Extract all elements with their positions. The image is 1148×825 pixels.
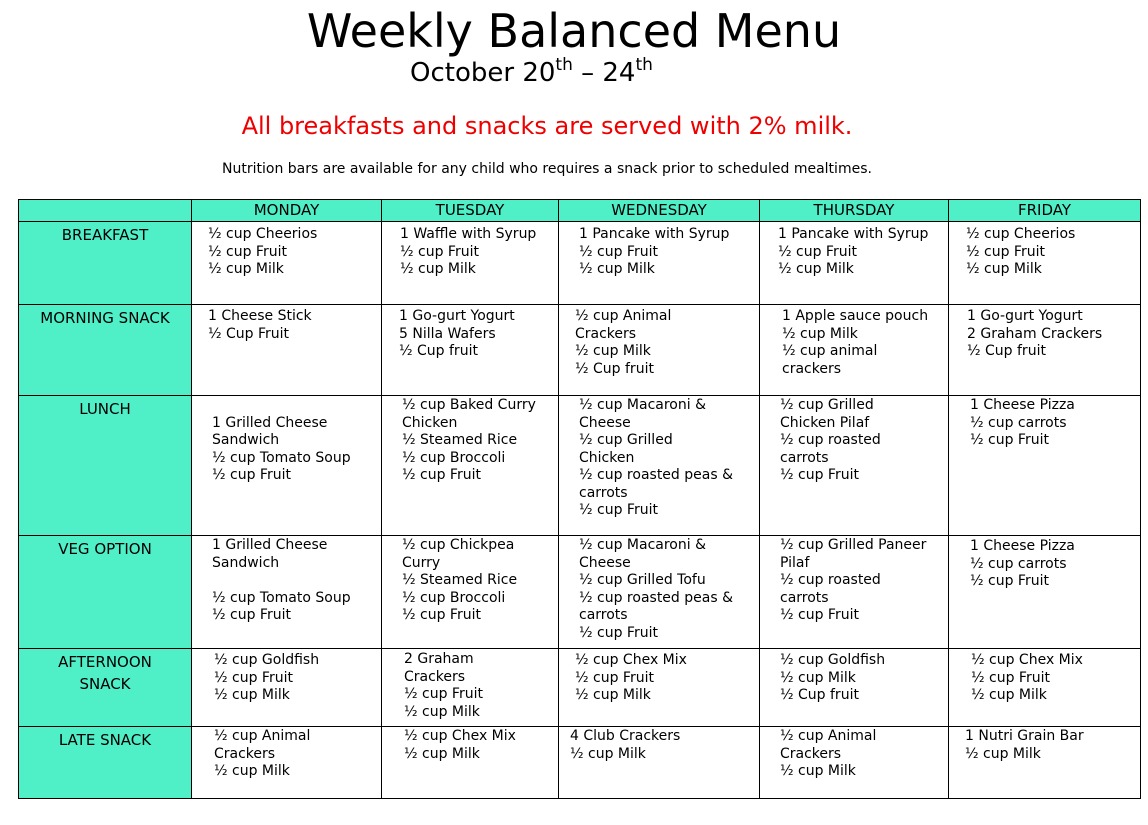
menu-item: Cheese (579, 554, 631, 571)
menu-item: Chicken (579, 449, 635, 466)
menu-item: crackers (782, 360, 842, 377)
menu-item: ½ cup Fruit (214, 669, 293, 686)
menu-item: ½ cup Grilled Tofu (579, 572, 706, 588)
menu-item: carrots (579, 607, 628, 623)
meal-label-line: LUNCH (79, 400, 131, 418)
menu-item: 2 Graham Crackers (967, 325, 1103, 342)
menu-item: ½ cup Milk (971, 687, 1047, 703)
menu-item: Sandwich (212, 554, 280, 571)
date-start: October 20 (410, 58, 556, 88)
menu-item: ½ cup Fruit (575, 669, 654, 686)
menu-item: Chicken (402, 414, 458, 431)
menu-item: ½ cup Cheerios (208, 226, 318, 242)
meal-label-line: LATE SNACK (58, 731, 152, 749)
menu-item: carrots (780, 449, 829, 466)
meal-row-breakfast (19, 222, 1141, 305)
menu-item: Crackers (780, 745, 842, 762)
meal-row-morning-snack (19, 305, 1141, 396)
menu-cell-wednesday (559, 536, 760, 649)
menu-item (212, 572, 381, 590)
menu-item: ½ cup Grilled (780, 397, 874, 413)
meal-label (19, 305, 192, 396)
menu-item: ½ cup Fruit (402, 467, 481, 483)
menu-item: ½ cup Fruit (208, 243, 287, 260)
menu-cell-wednesday (559, 649, 760, 727)
menu-item: ½ cup Tomato Soup (212, 589, 351, 606)
menu-item: ½ cup carrots (970, 555, 1067, 572)
menu-cell-monday (192, 222, 382, 305)
menu-item: 1 Pancake with Syrup (579, 226, 730, 242)
menu-cell-wednesday (559, 305, 760, 396)
page-title: Weekly Balanced Menu (306, 4, 842, 58)
menu-item: ½ cup Milk (782, 325, 858, 342)
menu-item: ½ cup Broccoli (402, 449, 506, 466)
menu-item: ½ cup Fruit (778, 243, 857, 260)
menu-cell-friday (949, 222, 1141, 305)
menu-item: ½ cup Milk (404, 745, 480, 762)
menu-item: ½ cup roasted peas & (579, 589, 733, 606)
meal-label-line: AFTERNOON (58, 653, 152, 671)
menu-cell-tuesday (382, 536, 559, 649)
menu-item: ½ cup roasted (780, 432, 881, 448)
menu-table (18, 199, 1141, 799)
meal-label-line: MORNING SNACK (40, 309, 170, 327)
menu-item: 1 Grilled Cheese (212, 537, 328, 553)
menu-item: ½ cup Grilled Paneer (780, 537, 927, 553)
menu-item: ½ cup Milk (570, 745, 646, 762)
menu-item: ½ Cup fruit (780, 687, 859, 703)
menu-item: ½ cup Fruit (579, 243, 658, 260)
menu-item: ½ cup Fruit (212, 607, 291, 623)
meal-row-lunch (19, 396, 1141, 536)
menu-item: ½ cup Fruit (966, 243, 1045, 260)
menu-item: ½ Steamed Rice (402, 572, 518, 588)
meal-label (19, 536, 192, 649)
menu-item: 1 Apple sauce pouch (782, 308, 929, 324)
day-header-thursday: THURSDAY (760, 200, 949, 222)
menu-item: ½ cup Animal (214, 728, 311, 744)
menu-item: ½ cup Goldfish (214, 652, 320, 668)
menu-item (212, 397, 381, 415)
menu-item: ½ cup Milk (400, 261, 476, 277)
meal-label (19, 396, 192, 536)
menu-item: 1 Go-gurt Yogurt (399, 308, 515, 324)
menu-cell-thursday (760, 536, 949, 649)
menu-item: carrots (780, 589, 829, 606)
menu-cell-friday (949, 396, 1141, 536)
menu-item: ½ cup Fruit (780, 467, 859, 483)
menu-item: ½ cup Fruit (400, 243, 479, 260)
menu-item: ½ cup Milk (579, 261, 655, 277)
menu-item: Curry (402, 554, 441, 571)
menu-item: ½ cup Milk (780, 763, 856, 779)
day-header-wednesday: WEDNESDAY (559, 200, 760, 222)
menu-cell-wednesday (559, 727, 760, 799)
day-header-monday: MONDAY (192, 200, 382, 222)
menu-item: Crackers (404, 668, 466, 685)
menu-item: ½ cup Cheerios (966, 226, 1076, 242)
menu-item: ½ cup Fruit (780, 607, 859, 623)
menu-item: ½ cup Milk (404, 703, 480, 720)
menu-cell-wednesday (559, 396, 760, 536)
menu-cell-monday (192, 727, 382, 799)
menu-item: ½ cup carrots (970, 414, 1067, 431)
menu-item: ½ Cup fruit (967, 343, 1046, 359)
meal-label-line: BREAKFAST (61, 226, 149, 244)
menu-item: 1 Cheese Pizza (970, 397, 1075, 413)
menu-item: 1 Nutri Grain Bar (965, 728, 1084, 744)
menu-item: ½ cup Broccoli (402, 589, 506, 606)
menu-cell-thursday (760, 396, 949, 536)
date-start-suffix: th (555, 55, 573, 75)
menu-item: ½ cup Fruit (402, 607, 481, 623)
menu-item: ½ cup Goldfish (780, 652, 886, 668)
menu-cell-friday (949, 536, 1141, 649)
menu-cell-tuesday (382, 727, 559, 799)
menu-item: ½ cup roasted (780, 572, 881, 588)
meal-label (19, 649, 192, 727)
menu-item: ½ cup Animal (780, 728, 877, 744)
menu-cell-friday (949, 305, 1141, 396)
menu-item: ½ cup Milk (778, 261, 854, 277)
menu-cell-tuesday (382, 222, 559, 305)
menu-item: ½ Cup fruit (399, 343, 478, 359)
menu-item: ½ Steamed Rice (402, 432, 518, 448)
nutrition-note: Nutrition bars are available for any child who requires a snack prior to scheduled mealtimes. (222, 161, 872, 177)
menu-item: carrots (579, 484, 628, 501)
menu-item: ½ cup Fruit (212, 467, 291, 483)
meal-row-veg-option (19, 536, 1141, 649)
menu-item: ½ cup Fruit (970, 432, 1049, 448)
menu-item: Sandwich (212, 432, 280, 448)
menu-item: ½ cup Chex Mix (575, 652, 687, 668)
meal-label-line: SNACK (79, 675, 131, 693)
meal-label-line: VEG OPTION (58, 540, 152, 558)
menu-item: 1 Pancake with Syrup (778, 226, 929, 242)
menu-item: ½ cup Milk (575, 687, 651, 703)
menu-item: ½ cup Baked Curry (402, 397, 536, 413)
day-header-row (19, 200, 1141, 222)
menu-cell-thursday (760, 727, 949, 799)
menu-cell-tuesday (382, 305, 559, 396)
menu-item: ½ cup Macaroni & (579, 537, 707, 553)
menu-item: ½ cup Macaroni & (579, 397, 707, 413)
menu-cell-thursday (760, 305, 949, 396)
menu-cell-monday (192, 396, 382, 536)
menu-item: 1 Waffle with Syrup (400, 226, 537, 242)
menu-item: ½ cup Milk (208, 261, 284, 277)
menu-item: ½ cup Milk (214, 763, 290, 779)
day-header-friday: FRIDAY (949, 200, 1141, 222)
menu-item: ½ cup Milk (780, 669, 856, 686)
menu-item: ½ cup Chex Mix (404, 728, 516, 744)
menu-item: ½ cup Animal (575, 308, 672, 324)
meal-row-afternoon-snack (19, 649, 1141, 727)
menu-item: 1 Cheese Pizza (970, 538, 1075, 554)
menu-cell-monday (192, 305, 382, 396)
menu-cell-monday (192, 649, 382, 727)
meal-label (19, 727, 192, 799)
menu-item: ½ cup Fruit (970, 573, 1049, 589)
menu-item: Crackers (214, 745, 276, 762)
menu-item: ½ cup Grilled (579, 432, 673, 448)
menu-cell-tuesday (382, 649, 559, 727)
menu-item: Chicken Pilaf (780, 414, 870, 431)
menu-item: ½ cup Tomato Soup (212, 449, 351, 466)
milk-notice: All breakfasts and snacks are served with 2% milk. (241, 112, 853, 140)
menu-item: ½ cup Fruit (579, 502, 658, 518)
menu-item: Pilaf (780, 554, 810, 571)
menu-item: Crackers (575, 325, 637, 342)
menu-item: ½ cup Chickpea (402, 537, 515, 553)
menu-item: 1 Go-gurt Yogurt (967, 308, 1083, 324)
date-range (410, 56, 653, 93)
menu-item: ½ cup animal (782, 343, 878, 359)
corner-cell (19, 200, 192, 222)
date-separator: – 24 (572, 58, 636, 88)
menu-item: ½ cup Milk (965, 745, 1041, 762)
menu-item: 1 Cheese Stick (208, 308, 312, 324)
menu-item: 4 Club Crackers (570, 728, 681, 744)
menu-item: ½ cup Fruit (404, 686, 483, 702)
menu-cell-monday (192, 536, 382, 649)
menu-item: ½ Cup Fruit (208, 325, 290, 342)
menu-item: 5 Nilla Wafers (399, 325, 496, 342)
menu-cell-wednesday (559, 222, 760, 305)
menu-item: ½ cup Milk (214, 687, 290, 703)
menu-cell-thursday (760, 222, 949, 305)
menu-item: ½ Cup fruit (575, 360, 654, 377)
menu-item: ½ cup Fruit (971, 669, 1050, 686)
menu-cell-friday (949, 649, 1141, 727)
menu-item: ½ cup Fruit (579, 624, 658, 641)
menu-cell-tuesday (382, 396, 559, 536)
menu-cell-thursday (760, 649, 949, 727)
menu-item: ½ cup roasted peas & (579, 467, 733, 483)
menu-item: ½ cup Milk (575, 343, 651, 359)
date-end-suffix: th (635, 55, 653, 75)
menu-item: Cheese (579, 414, 631, 431)
meal-label (19, 222, 192, 305)
menu-cell-friday (949, 727, 1141, 799)
day-header-tuesday: TUESDAY (382, 200, 559, 222)
menu-item: ½ cup Milk (966, 261, 1042, 277)
menu-item: 2 Graham (404, 651, 474, 667)
menu-item: 1 Grilled Cheese (212, 414, 328, 431)
menu-item: ½ cup Chex Mix (971, 652, 1083, 668)
meal-row-late-snack (19, 727, 1141, 799)
